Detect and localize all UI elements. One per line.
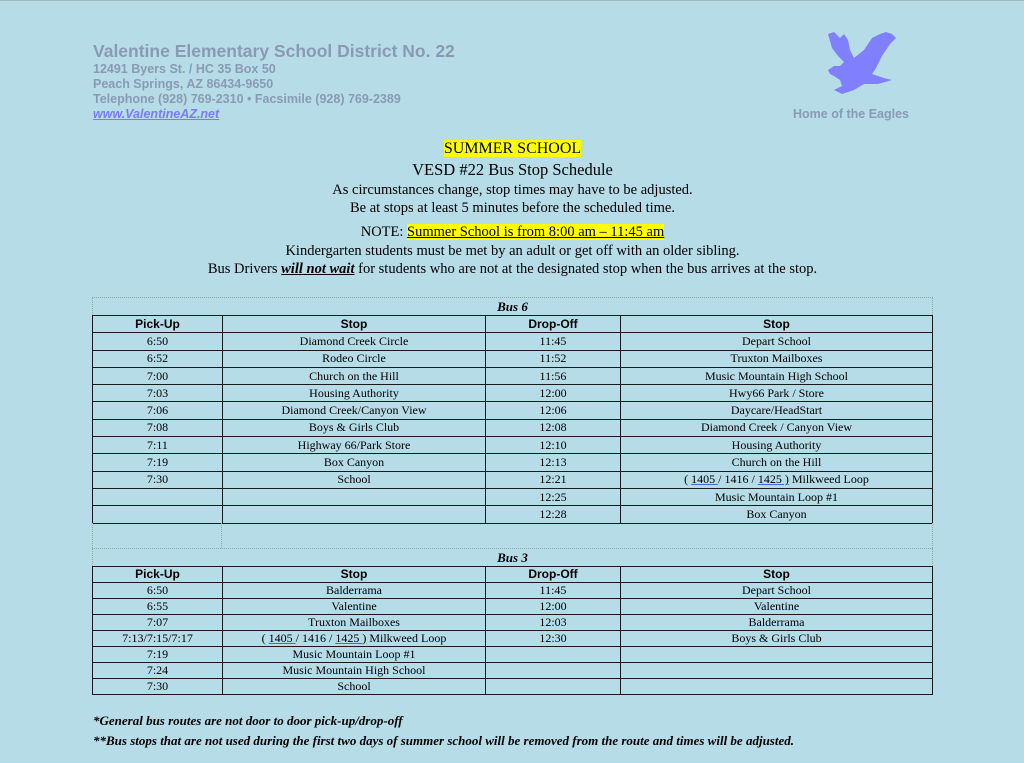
bus-3-table: [92, 566, 933, 695]
column-header: Pick-Up: [93, 316, 223, 333]
table-row: [93, 454, 933, 471]
dropoff-stop: Balderrama: [621, 614, 933, 630]
page-top-border: [0, 0, 1024, 1]
pickup-time: 7:13/7:15/7:17: [93, 630, 223, 646]
pickup-time: 7:19: [93, 454, 223, 471]
milkweed-part: 1425 ): [335, 630, 367, 645]
dropoff-time: 11:56: [486, 367, 621, 384]
column-header: Stop: [223, 567, 486, 583]
intro-line-2: Be at stops at least 5 minutes before the scheduled time.: [350, 200, 675, 216]
pickup-stop: Highway 66/Park Store: [223, 437, 486, 454]
dropoff-stop: Diamond Creek / Canyon View: [621, 419, 933, 436]
pickup-time: 6:55: [93, 598, 223, 614]
website-link[interactable]: www.ValentineAZ.net: [93, 107, 220, 121]
pickup-stop: [223, 630, 486, 646]
dropoff-time: [486, 662, 621, 678]
milkweed-part: (: [684, 472, 692, 487]
dropoff-stop: Boys & Girls Club: [621, 630, 933, 646]
column-header: Drop-Off: [486, 567, 621, 583]
milkweed-part: / 1416 /: [295, 630, 336, 645]
table-row: [93, 646, 933, 662]
dropoff-time: 12:21: [486, 471, 621, 488]
header-row: [93, 316, 933, 333]
address-line-1: 12491 Byers St. / HC 35 Box 50: [93, 62, 276, 76]
pickup-stop: Music Mountain Loop #1: [223, 646, 486, 662]
note-line: [92, 223, 933, 242]
dropoff-time: 11:45: [486, 333, 621, 350]
dropoff-time: [486, 646, 621, 662]
phone-fax: Telephone (928) 769-2310 • Facsimile (928) 769-2389: [93, 92, 401, 106]
pickup-stop: Valentine: [223, 598, 486, 614]
dropoff-stop: [621, 471, 933, 488]
pickup-time: 7:08: [93, 419, 223, 436]
dropoff-time: 12:08: [486, 419, 621, 436]
dropoff-stop: Valentine: [621, 598, 933, 614]
intro-line-3: Kindergarten students must be met by an adult or get off with an older sibling.: [285, 243, 740, 259]
pickup-stop: Housing Authority: [223, 385, 486, 402]
pickup-stop: Music Mountain High School: [223, 662, 486, 678]
milkweed-part: Milkweed Loop: [788, 472, 869, 487]
dropoff-time: 12:28: [486, 506, 621, 523]
pickup-stop: Balderrama: [223, 582, 486, 598]
footnote-2: **Bus stops that are not used during the first two days of summer school will be removed from the route and times will be adjusted.: [93, 733, 794, 748]
pickup-time: 7:30: [93, 678, 223, 694]
column-header: Stop: [621, 316, 933, 333]
address-line-2: Peach Springs, AZ 86434-9650: [93, 77, 274, 91]
pickup-time: 7:07: [93, 614, 223, 630]
pickup-time: 7:30: [93, 471, 223, 488]
line4-c: for students who are not at the designated stop when the bus arrives at the stop.: [354, 261, 818, 277]
pickup-stop: Diamond Creek/Canyon View: [223, 402, 486, 419]
dropoff-stop: Church on the Hill: [621, 454, 933, 471]
motto: Home of the Eagles: [793, 107, 909, 121]
dropoff-time: 12:00: [486, 598, 621, 614]
dropoff-time: 12:25: [486, 488, 621, 505]
dropoff-time: 12:13: [486, 454, 621, 471]
dropoff-time: 12:10: [486, 437, 621, 454]
pickup-stop: [223, 506, 486, 523]
district-name: Valentine Elementary School District No. 22: [93, 41, 455, 61]
pickup-stop: School: [223, 678, 486, 694]
column-header: Pick-Up: [93, 567, 223, 583]
pickup-stop: Rodeo Circle: [223, 350, 486, 367]
table-row: [93, 471, 933, 488]
pickup-time: 7:00: [93, 367, 223, 384]
table-row: [93, 582, 933, 598]
milkweed-part: 1405: [691, 472, 719, 487]
column-header: Stop: [223, 316, 486, 333]
bus-6-caption: Bus 6: [92, 297, 933, 315]
table-row: [93, 598, 933, 614]
will-not-wait: will not wait: [281, 261, 355, 277]
title: [92, 139, 933, 159]
dropoff-stop: Depart School: [621, 333, 933, 350]
pickup-stop: Box Canyon: [223, 454, 486, 471]
dropoff-time: 11:45: [486, 582, 621, 598]
table-row: [93, 630, 933, 646]
pickup-time: 7:06: [93, 402, 223, 419]
dropoff-time: 12:06: [486, 402, 621, 419]
dropoff-stop: Truxton Mailboxes: [621, 350, 933, 367]
dropoff-stop: [621, 646, 933, 662]
letterhead: [93, 40, 455, 122]
subtitle: VESD #22 Bus Stop Schedule: [412, 160, 613, 179]
eagle-icon: [820, 30, 900, 100]
table-row: [93, 506, 933, 523]
pickup-stop: [223, 488, 486, 505]
dropoff-stop: Music Mountain Loop #1: [621, 488, 933, 505]
pickup-time: 7:03: [93, 385, 223, 402]
dropoff-stop: Daycare/HeadStart: [621, 402, 933, 419]
pickup-stop: Diamond Creek Circle: [223, 333, 486, 350]
table-row: [93, 437, 933, 454]
pickup-time: 7:24: [93, 662, 223, 678]
table-row: [93, 678, 933, 694]
pickup-stop: Truxton Mailboxes: [223, 614, 486, 630]
line4-a: Bus Drivers: [207, 261, 282, 277]
table-row: [93, 367, 933, 384]
dropoff-stop: Housing Authority: [621, 437, 933, 454]
milkweed-part: 1405: [268, 630, 296, 645]
column-header: Drop-Off: [486, 316, 621, 333]
table-row: [93, 385, 933, 402]
dropoff-time: 12:00: [486, 385, 621, 402]
footnote-1: *General bus routes are not door to door pick-up/drop-off: [93, 713, 403, 728]
dropoff-time: [486, 678, 621, 694]
title-text: SUMMER SCHOOL: [443, 140, 582, 157]
table-row: [93, 614, 933, 630]
pickup-stop: Boys & Girls Club: [223, 419, 486, 436]
pickup-stop: Church on the Hill: [223, 367, 486, 384]
note-prefix: NOTE:: [360, 224, 408, 240]
pickup-time: 6:50: [93, 333, 223, 350]
milkweed-part: Milkweed Loop: [366, 630, 447, 645]
table-row: [93, 350, 933, 367]
intro-line-4: [92, 260, 933, 279]
table-row: [93, 662, 933, 678]
pickup-time: 6:50: [93, 582, 223, 598]
dropoff-time: 11:52: [486, 350, 621, 367]
table-row: [93, 333, 933, 350]
note-highlight: Summer School is from 8:00 am – 11:45 am: [407, 224, 665, 240]
dropoff-stop: Hwy66 Park / Store: [621, 385, 933, 402]
pickup-time: 7:11: [93, 437, 223, 454]
bus-6-table: [92, 315, 933, 524]
dropoff-time: 12:03: [486, 614, 621, 630]
intro-line-1: As circumstances change, stop times may have to be adjusted.: [332, 182, 693, 198]
milkweed-part: 1425 ): [757, 472, 789, 487]
dropoff-stop: Music Mountain High School: [621, 367, 933, 384]
milkweed-part: / 1416 /: [718, 472, 758, 487]
dropoff-time: 12:30: [486, 630, 621, 646]
bus-3-caption: Bus 3: [92, 548, 933, 566]
pickup-time: [93, 506, 223, 523]
pickup-time: 7:19: [93, 646, 223, 662]
table-gap: [92, 523, 933, 548]
pickup-time: [93, 488, 223, 505]
header-row: [93, 567, 933, 583]
table-row: [93, 402, 933, 419]
dropoff-stop: [621, 678, 933, 694]
milkweed-part: (: [261, 630, 269, 645]
dropoff-stop: Box Canyon: [621, 506, 933, 523]
dropoff-stop: Depart School: [621, 582, 933, 598]
pickup-time: 6:52: [93, 350, 223, 367]
dropoff-stop: [621, 662, 933, 678]
column-header: Stop: [621, 567, 933, 583]
table-row: [93, 488, 933, 505]
table-row: [93, 419, 933, 436]
pickup-stop: School: [223, 471, 486, 488]
